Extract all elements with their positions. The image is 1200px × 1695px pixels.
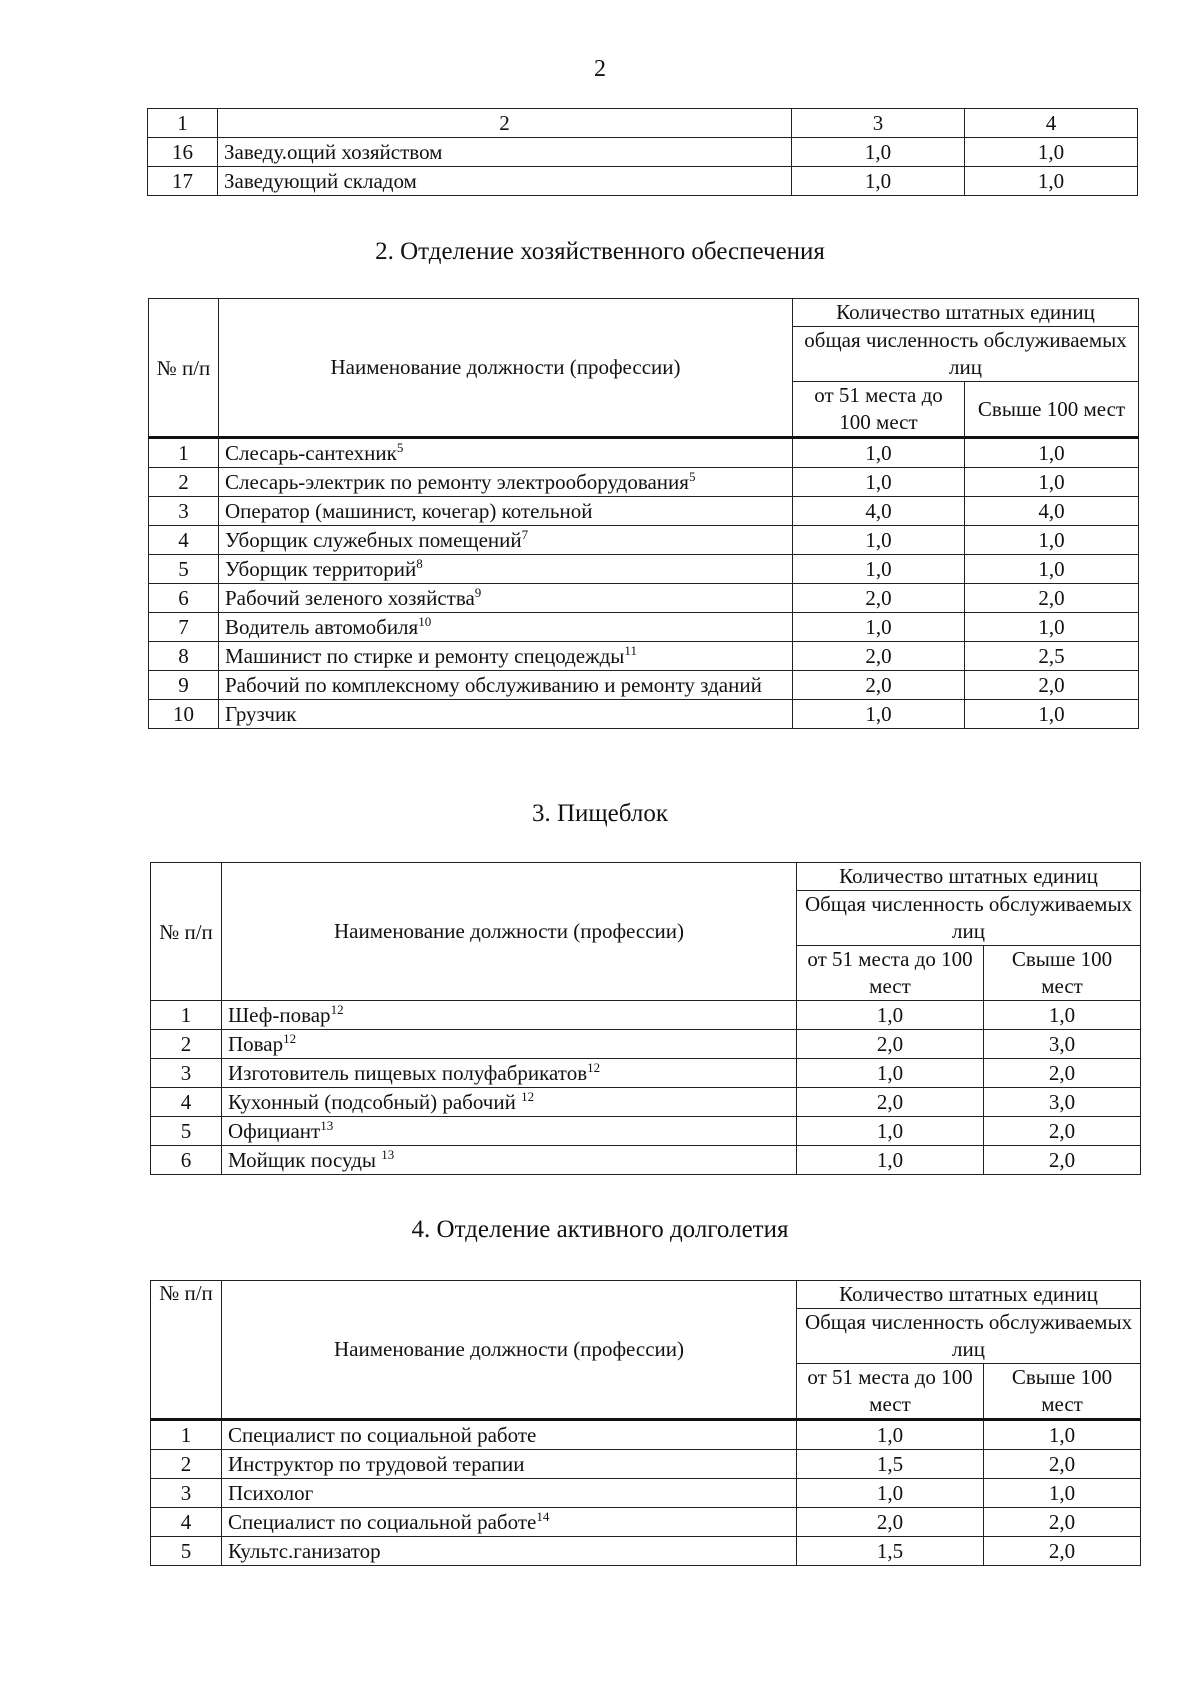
footnote-marker: 11 [624, 643, 637, 658]
position-cell [219, 438, 793, 468]
row-number: 2 [151, 1030, 222, 1059]
header-total-served: Общая численность обслуживаемых лиц [797, 891, 1141, 946]
header-col-b: Свыше 100 мест [984, 946, 1141, 1001]
table-row [151, 1117, 1141, 1146]
position-cell [219, 671, 793, 700]
value-col-a: 2,0 [793, 671, 965, 700]
section-title: 2. Отделение хозяйственного обеспечения [375, 238, 825, 265]
section-title: 4. Отделение активного долголетия [411, 1216, 789, 1243]
column-number-row [148, 109, 1138, 138]
value-col-b: 1,0 [965, 555, 1139, 584]
row-number: 10 [149, 700, 219, 729]
header-col-a: от 51 места до 100 мест [797, 1364, 984, 1420]
row-number: 3 [151, 1059, 222, 1088]
row-number: 16 [148, 138, 218, 167]
value-col-a: 1,0 [797, 1001, 984, 1030]
value-col-b: 1,0 [965, 138, 1138, 167]
table-row [151, 1450, 1141, 1479]
table-row [151, 1001, 1141, 1030]
position-cell [219, 642, 793, 671]
value-col-a: 1,0 [792, 138, 965, 167]
position-name: Специалист по социальной работе [228, 1423, 537, 1447]
footnote-marker: 12 [587, 1060, 601, 1075]
value-col-b: 1,0 [984, 1420, 1141, 1450]
value-col-b: 4,0 [965, 497, 1139, 526]
value-col-a: 1,0 [793, 526, 965, 555]
position-name: Уборщик служебных помещений [225, 528, 522, 552]
table-row [151, 1030, 1141, 1059]
row-number: 2 [151, 1450, 222, 1479]
footnote-marker: 5 [688, 469, 696, 484]
value-col-b: 2,0 [984, 1146, 1141, 1175]
header-col-b: Свыше 100 мест [965, 382, 1139, 438]
position-name: Машинист по стирке и ремонту спецодежды [225, 644, 625, 668]
col-number-1: 1 [148, 109, 218, 138]
position-name: Инструктор по трудовой терапии [228, 1452, 525, 1476]
position-name: Рабочий по комплексному обслуживанию и ремонту зданий [225, 673, 762, 697]
position-cell [222, 1030, 797, 1059]
row-number: 8 [149, 642, 219, 671]
position-cell [222, 1001, 797, 1030]
staff-table-kitchen [150, 862, 1141, 1175]
position-name: Повар [228, 1032, 284, 1056]
row-number: 6 [149, 584, 219, 613]
col-number-4: 4 [965, 109, 1138, 138]
table-row [151, 1059, 1141, 1088]
value-col-a: 2,0 [793, 642, 965, 671]
value-col-a: 1,0 [797, 1146, 984, 1175]
table-body [148, 138, 1138, 196]
position-name: Изготовитель пищевых полуфабрикатов [228, 1061, 588, 1085]
row-number: 3 [151, 1479, 222, 1508]
header-total-served: общая численность обслуживаемых лиц [793, 327, 1139, 382]
row-number: 1 [149, 438, 219, 468]
value-col-b: 1,0 [984, 1479, 1141, 1508]
value-col-b: 2,5 [965, 642, 1139, 671]
table-row [151, 1537, 1141, 1566]
row-number: 5 [149, 555, 219, 584]
header-total-served: Общая численность обслуживаемых лиц [797, 1309, 1141, 1364]
col-number-3: 3 [792, 109, 965, 138]
footnote-marker: 13 [381, 1147, 395, 1162]
header-quantity: Количество штатных единиц [797, 863, 1141, 891]
position-cell [219, 526, 793, 555]
value-col-b: 3,0 [984, 1088, 1141, 1117]
col-number-2: 2 [218, 109, 792, 138]
value-col-a: 2,0 [797, 1088, 984, 1117]
value-col-b: 2,0 [965, 584, 1139, 613]
position-name: Кухонный (подсобный) рабочий [228, 1090, 522, 1114]
value-col-a: 4,0 [793, 497, 965, 526]
row-number: 4 [149, 526, 219, 555]
header-number: № п/п [151, 1281, 222, 1420]
row-number: 17 [148, 167, 218, 196]
position-name: Слесарь-электрик по ремонту электрооборудования [225, 470, 689, 494]
row-number: 1 [151, 1001, 222, 1030]
table-row [149, 613, 1139, 642]
section-title: 3. Пищеблок [532, 800, 668, 827]
position-cell [222, 1117, 797, 1146]
page-number: 2 [594, 56, 606, 82]
position-cell [219, 555, 793, 584]
footnote-marker: 5 [396, 440, 404, 455]
position-name: Грузчик [225, 702, 297, 726]
value-col-b: 1,0 [965, 526, 1139, 555]
value-col-a: 1,5 [797, 1537, 984, 1566]
table-row [149, 526, 1139, 555]
value-col-b: 2,0 [965, 671, 1139, 700]
position-cell [219, 613, 793, 642]
row-number: 4 [151, 1088, 222, 1117]
footnote-marker: 8 [416, 556, 423, 571]
position-name: Культс.ганизатор [228, 1539, 381, 1563]
value-col-a: 1,0 [797, 1059, 984, 1088]
value-col-b: 1,0 [965, 438, 1139, 468]
value-col-b: 1,0 [965, 700, 1139, 729]
value-col-a: 1,0 [797, 1479, 984, 1508]
table-row [151, 1088, 1141, 1117]
value-col-b: 2,0 [984, 1537, 1141, 1566]
value-col-a: 1,0 [793, 468, 965, 497]
header-quantity: Количество штатных единиц [793, 299, 1139, 327]
value-col-b: 2,0 [984, 1117, 1141, 1146]
row-number: 5 [151, 1117, 222, 1146]
header-number: № п/п [149, 299, 219, 438]
table-body [149, 438, 1139, 729]
value-col-a: 1,5 [797, 1450, 984, 1479]
header-position-name: Наименование должности (профессии) [222, 863, 797, 1001]
value-col-b: 1,0 [984, 1001, 1141, 1030]
footnote-marker: 10 [418, 614, 432, 629]
table-row [149, 438, 1139, 468]
header-col-a: от 51 места до 100 мест [797, 946, 984, 1001]
footnote-marker: 9 [474, 585, 482, 600]
footnote-marker: 14 [536, 1509, 550, 1524]
position-name: Шеф-повар [228, 1003, 331, 1027]
header-col-a: от 51 места до 100 мест [793, 382, 965, 438]
value-col-b: 1,0 [965, 613, 1139, 642]
position-cell [222, 1059, 797, 1088]
value-col-a: 1,0 [793, 555, 965, 584]
position-name: Официант [228, 1119, 321, 1143]
staff-table-active-longevity [150, 1280, 1141, 1566]
value-col-a: 1,0 [793, 613, 965, 642]
position-cell [222, 1146, 797, 1175]
footnote-marker: 12 [330, 1002, 344, 1017]
value-col-b: 2,0 [984, 1059, 1141, 1088]
footnote-marker: 13 [320, 1118, 334, 1133]
value-col-a: 1,0 [793, 438, 965, 468]
value-col-b: 2,0 [984, 1508, 1141, 1537]
value-col-a: 2,0 [797, 1030, 984, 1059]
value-col-b: 3,0 [984, 1030, 1141, 1059]
continuation-table [147, 108, 1138, 196]
row-number: 5 [151, 1537, 222, 1566]
position-cell [222, 1537, 797, 1566]
value-col-a: 2,0 [793, 584, 965, 613]
header-number: № п/п [151, 863, 222, 1001]
table-row [149, 671, 1139, 700]
footnote-marker: 12 [521, 1089, 535, 1104]
table-row [149, 468, 1139, 497]
position-cell [219, 468, 793, 497]
header-quantity: Количество штатных единиц [797, 1281, 1141, 1309]
row-number: 3 [149, 497, 219, 526]
table-row [149, 700, 1139, 729]
value-col-b: 2,0 [984, 1450, 1141, 1479]
value-col-b: 1,0 [965, 167, 1138, 196]
row-number: 4 [151, 1508, 222, 1537]
table-row [149, 642, 1139, 671]
value-col-a: 1,0 [797, 1117, 984, 1146]
header-col-b: Свыше 100 мест [984, 1364, 1141, 1420]
table-row [149, 555, 1139, 584]
position-name: Оператор (машинист, кочегар) котельной [225, 499, 593, 523]
row-number: 2 [149, 468, 219, 497]
position-cell [219, 497, 793, 526]
position-cell [222, 1450, 797, 1479]
table-row [149, 584, 1139, 613]
position-cell [219, 584, 793, 613]
value-col-a: 1,0 [793, 700, 965, 729]
position-name: Слесарь-сантехник [225, 441, 397, 465]
position-cell [218, 167, 792, 196]
position-name: Психолог [228, 1481, 314, 1505]
position-name: Водитель автомобиля [225, 615, 419, 639]
value-col-a: 1,0 [797, 1420, 984, 1450]
position-name: Заведующий складом [224, 169, 417, 193]
position-name: Уборщик территорий [225, 557, 417, 581]
value-col-a: 2,0 [797, 1508, 984, 1537]
table-row [149, 497, 1139, 526]
footnote-marker: 12 [283, 1031, 297, 1046]
table-body [151, 1001, 1141, 1175]
row-number: 9 [149, 671, 219, 700]
position-name: Специалист по социальной работе [228, 1510, 537, 1534]
position-cell [222, 1420, 797, 1450]
footnote-marker: 7 [521, 527, 529, 542]
table-row [151, 1479, 1141, 1508]
row-number: 1 [151, 1420, 222, 1450]
position-cell [222, 1508, 797, 1537]
table-row [151, 1146, 1141, 1175]
row-number: 7 [149, 613, 219, 642]
position-name: Мойщик посуды [228, 1148, 382, 1172]
position-cell [218, 138, 792, 167]
table-row [148, 167, 1138, 196]
value-col-a: 1,0 [792, 167, 965, 196]
row-number: 6 [151, 1146, 222, 1175]
position-name: Заведу.ощий хозяйством [224, 140, 443, 164]
table-body [151, 1420, 1141, 1566]
position-cell [219, 700, 793, 729]
table-row [148, 138, 1138, 167]
table-row [151, 1508, 1141, 1537]
header-position-name: Наименование должности (профессии) [222, 1281, 797, 1420]
header-position-name: Наименование должности (профессии) [219, 299, 793, 438]
staff-table-household [148, 298, 1139, 729]
position-cell [222, 1479, 797, 1508]
table-row [151, 1420, 1141, 1450]
position-name: Рабочий зеленого хозяйства [225, 586, 475, 610]
value-col-b: 1,0 [965, 468, 1139, 497]
position-cell [222, 1088, 797, 1117]
